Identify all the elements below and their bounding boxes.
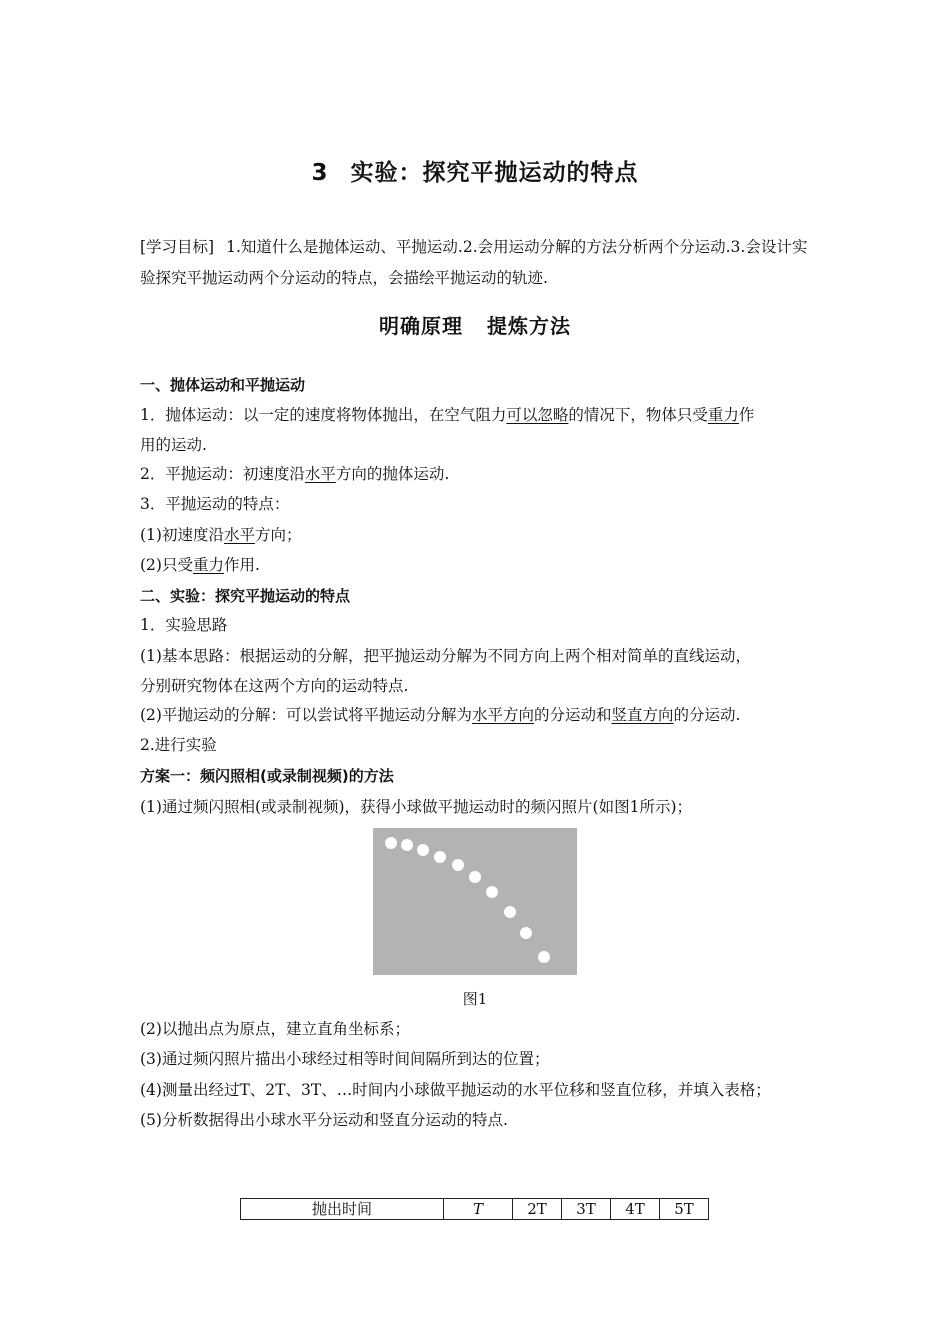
part2-item1-1-line2: 分别研究物体在这两个方向的运动特点.	[140, 677, 409, 695]
ball-dot	[520, 927, 532, 939]
text-run: 2．平抛运动：初速度沿	[140, 465, 305, 483]
data-table	[240, 1198, 709, 1220]
text-run: 的分运动和	[533, 706, 612, 724]
fill-answer: 水平	[223, 526, 255, 544]
part1-item3: 3．平抛运动的特点：	[140, 495, 290, 513]
plan1-step3: (3)通过频闪照片描出小球经过相等时间间隔所到达的位置；	[140, 1050, 550, 1068]
objectives-tag: [学习目标]	[140, 238, 215, 256]
ball-dot	[417, 844, 429, 856]
plan1-step1: (1)通过频闪照相(或录制视频)，获得小球做平抛运动时的频闪照片(如图1所示)；	[140, 798, 693, 816]
part2-item1: 1．实验思路	[140, 616, 228, 634]
table-cell: 抛出时间	[241, 1199, 444, 1220]
section-heading-left: 明确原理	[379, 314, 463, 338]
text-run: (2)平抛运动的分解：可以尝试将平抛运动分解为	[140, 706, 472, 724]
fill-answer: 水平	[304, 465, 336, 483]
part2-item1-1-line1: (1)基本思路：根据运动的分解，把平抛运动分解为不同方向上两个相对简单的直线运动，	[140, 647, 751, 665]
title-number: 3	[311, 160, 329, 186]
fill-answer: 可以忽略	[506, 406, 569, 424]
text-run: 方向；	[254, 526, 302, 544]
fill-answer: 重力	[707, 406, 739, 424]
fill-answer: 竖直方向	[611, 706, 674, 724]
part1-item3-2	[140, 550, 820, 581]
title-text: 实验：探究平抛运动的特点	[350, 160, 639, 186]
ball-dot	[401, 839, 413, 851]
ball-dot	[452, 859, 464, 871]
plan1-step4: (4)测量出经过T、2T、3T、…时间内小球做平抛运动的水平位移和竖直位移，并填入表格；	[140, 1081, 771, 1099]
ball-dot	[486, 886, 498, 898]
table-cell: 5T	[660, 1199, 709, 1220]
ball-dot	[538, 951, 550, 963]
part1-item2	[140, 459, 820, 490]
text-run: (2)只受	[140, 556, 193, 574]
ball-dot	[385, 837, 397, 849]
part2-heading: 二、实验：探究平抛运动的特点	[140, 587, 351, 605]
text-run: 的情况下，物体只受	[568, 406, 708, 424]
plan1-step2: (2)以抛出点为原点，建立直角坐标系；	[140, 1020, 410, 1038]
ball-dot	[434, 851, 446, 863]
strobe-photo-figure	[373, 828, 577, 975]
table-cell: T	[444, 1199, 513, 1220]
text-run: 作	[738, 406, 755, 424]
part2-item1-2	[140, 700, 820, 731]
text-run: (1)初速度沿	[140, 526, 224, 544]
fill-answer: 重力	[192, 556, 224, 574]
page-title	[0, 154, 950, 187]
text-run: 的分运动.	[673, 706, 741, 724]
plan1-step5: (5)分析数据得出小球水平分运动和竖直分运动的特点.	[140, 1111, 508, 1129]
text-run: 1．抛体运动：以一定的速度将物体抛出，在空气阻力	[140, 406, 507, 424]
ball-dot	[469, 871, 481, 883]
ball-dot	[504, 906, 516, 918]
section-heading-right: 提炼方法	[487, 314, 571, 338]
learning-objectives	[140, 232, 812, 294]
part1-item1-line1	[140, 400, 820, 431]
fill-answer: 水平方向	[471, 706, 534, 724]
text-run: 作用.	[223, 556, 260, 574]
figure-caption: 图1	[462, 990, 488, 1008]
part1-item1-line2: 用的运动.	[140, 436, 207, 454]
part1-item3-1	[140, 520, 820, 551]
section-heading	[0, 310, 950, 339]
part1-heading: 一、抛体运动和平抛运动	[140, 376, 306, 394]
text-run: 方向的抛体运动.	[335, 465, 450, 483]
table-cell: 2T	[513, 1199, 562, 1220]
plan1-heading: 方案一：频闪照相(或录制视频)的方法	[140, 767, 394, 785]
part2-item2: 2.进行实验	[140, 736, 217, 754]
objectives-text: 1.知道什么是抛体运动、平抛运动.2.会用运动分解的方法分析两个分运动.3.会设计实验探究平抛运动两个分运动的特点，会描绘平抛运动的轨迹.	[140, 238, 808, 287]
table-cell: 4T	[611, 1199, 660, 1220]
table-cell: 3T	[562, 1199, 611, 1220]
table-row	[241, 1199, 709, 1220]
